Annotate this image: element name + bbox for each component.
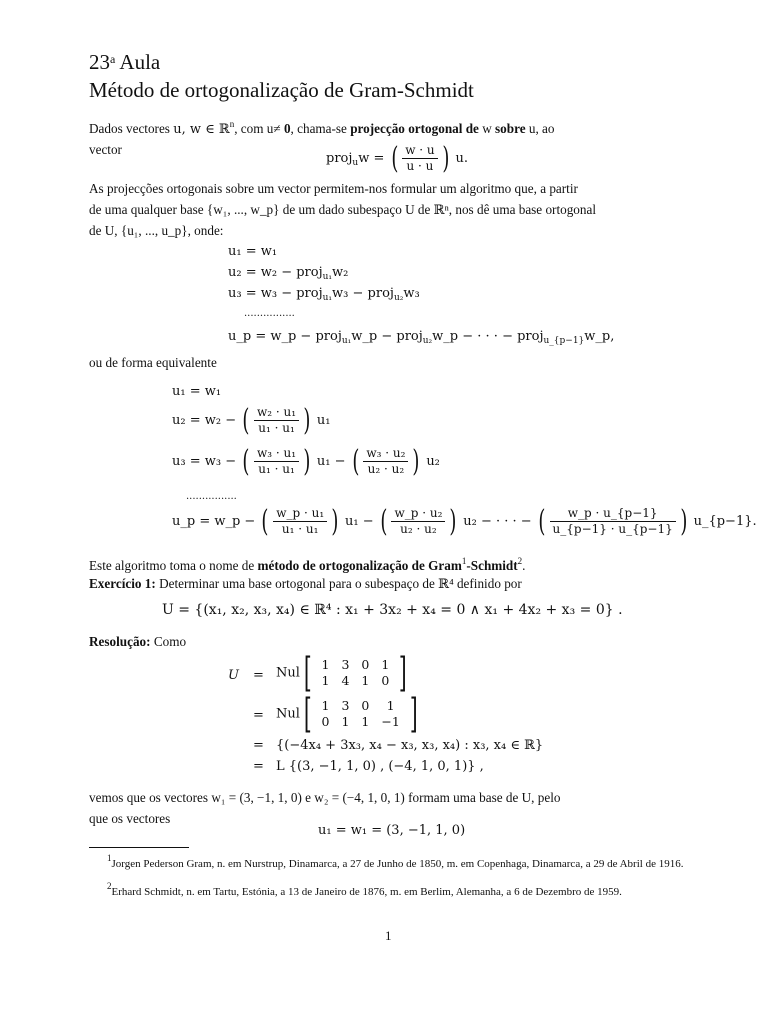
calc-span: L {(3, −1, 1, 0) , (−4, 1, 0, 1)} ,: [276, 759, 484, 774]
eq1-line2: u₂ = w₂ − proj$_{u_1}$w₂: [228, 265, 349, 282]
lesson-word: Aula: [119, 50, 161, 74]
footnote-rule: [89, 847, 189, 848]
calc-U: U: [228, 668, 239, 683]
matrix-2: 1 3 0 1 0 1 1 −1: [321, 698, 400, 729]
resolution-label: Resolução: Como: [89, 634, 187, 649]
calc-solution-set: {(−4x₄ + 3x₃, x₄ − x₃, x₃, x₄) : x₃, x₄ ∈ ℝ}: [276, 738, 544, 753]
eq1-dots: ................: [244, 308, 295, 319]
calc-nul-matrix-1: Nul[ 1 3 0 1 1 4 1 0 ]: [276, 650, 408, 696]
eq2-line2: u₂ = w₂ − ( $\frac{\text{w₂ · u₁}}{\text{u₁ · u₁}}$ ) u₁: [172, 402, 331, 438]
eq2-line4: u_p = w_p − ( $\frac{\text{w\_p · u₁}}{\text{u₁ · u₁}}$ ) u₁ − ( $\frac{\text{w\_p · u₂}}{\text{u₂ · u₂}}$ ) u₂ − · · · − ( $\frac{w\_p \cdot u\_\{p-1\}}{u\_\{p-1\} \cdot u\_\{p-1\}}$ ) u_{p−1}.: [172, 503, 757, 539]
equivalent-text: ou de forma equivalente: [89, 355, 217, 370]
eq1-line4: u_p = w_p − proj$_{u_1}$w_p − proj$_{u_2}$w_p − · · · − proj$_{u\_\{p-1\}}$w_p,: [228, 329, 615, 346]
lesson-number: 23: [89, 50, 110, 74]
calc-nul-matrix-2: Nul[ 1 3 0 1 0 1 1 −1 ]: [276, 691, 418, 737]
eq1-line3: u₃ = w₃ − proj$_{u_1}$w₃ − proj$_{u_2}$w₃: [228, 286, 420, 303]
calc-eq3: =: [253, 738, 264, 753]
calc-eq2: =: [253, 708, 264, 723]
eq1-line1: u₁ = w₁: [228, 244, 278, 259]
calc-eq1: =: [253, 668, 264, 683]
eq2-line1: u₁ = w₁: [172, 384, 222, 399]
conclusion-paragraph: vemos que os vectores w₁ = (3, −1, 1, 0) e w₂ = (−4, 1, 0, 1) formam uma base de U, pelo que os vectores: [89, 790, 561, 826]
matrix-1: 1 3 0 1 1 4 1 0: [321, 657, 390, 688]
footnote-2: $^2$Erhard Schmidt, n. em Tartu, Estónia, a 13 de Janeiro de 1876, m. em Berlim, Alemanha, a 6 de Dezembro de 1959.: [107, 881, 622, 898]
exercise-statement: Exercício 1: Determinar uma base ortogonal para o subespaço de ℝ⁴ definido por: [89, 576, 522, 591]
calc-eq4: =: [253, 759, 264, 774]
page-title: Método de ortogonalização de Gram-Schmidt: [89, 78, 474, 102]
algorithm-name: Este algoritmo toma o nome de método de ortogonalização de Gram$^1$-Schmidt$^2$.: [89, 556, 526, 573]
conclusion-equation: u₁ = w₁ = (3, −1, 1, 0): [318, 823, 466, 838]
intro-paragraph: Dados vectores u, w ∈ ℝ$^n$, com u≠ 0, chama-se projecção ortogonal de w sobre u, ao vector: [89, 119, 555, 157]
subspace-definition: U = {(x₁, x₂, x₃, x₄) ∈ ℝ⁴ : x₁ + 3x₂ + x₄ = 0 ∧ x₁ + 4x₂ + x₃ = 0} .: [162, 602, 623, 618]
lesson-number-sup: a: [110, 52, 116, 66]
eq2-dots: ................: [186, 491, 237, 502]
page-number: 1: [385, 928, 392, 943]
projection-formula: proj$_u$w = ( $\frac{w \cdot u}{u \cdot u}$ ) u.: [326, 140, 469, 176]
lesson-heading: [89, 47, 160, 74]
footnote-1: $^1$Jorgen Pederson Gram, n. em Nurstrup, Dinamarca, a 27 de Junho de 1850, m. em Copenhaga, Dinamarca, a 29 de Abril de 1916.: [107, 853, 684, 870]
algorithm-paragraph: As projecções ortogonais sobre um vector permitem-nos formular um algoritmo que, a partir de uma qualquer base {w₁, ..., w_p} de um dado subespaço U de ℝⁿ, nos dê uma base ortogonal de U, {u₁, ..., u_p}, onde:: [89, 181, 596, 238]
eq2-line3: u₃ = w₃ − ( $\frac{\text{w₃ · u₁}}{\text{u₁ · u₁}}$ ) u₁ − ( $\frac{\text{w₃ · u₂}}{\text{u₂ · u₂}}$ ) u₂: [172, 443, 440, 479]
